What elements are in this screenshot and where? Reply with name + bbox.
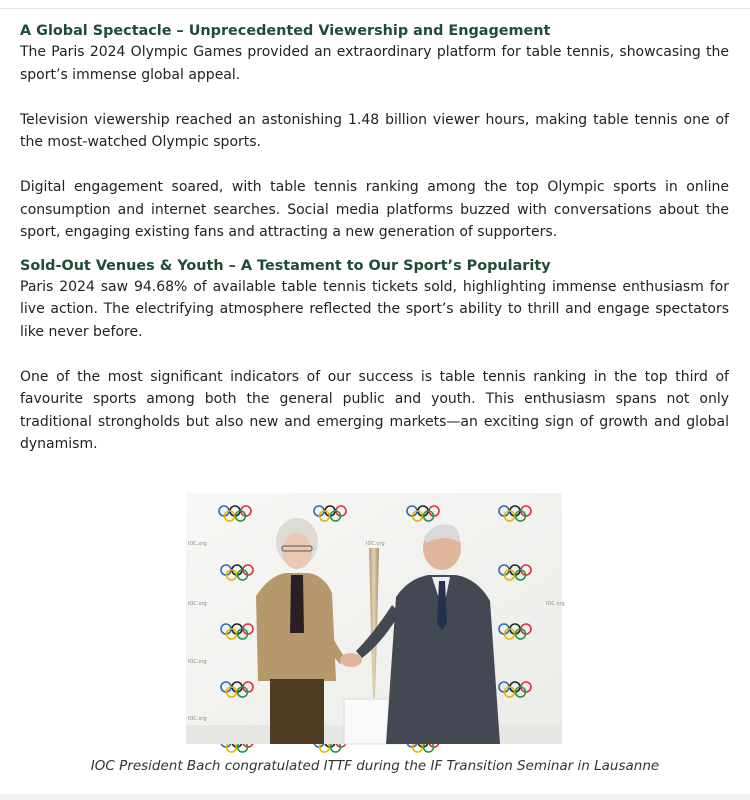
paragraph-viewership: Television viewership reached an astonishing 1.48 billion viewer hours, making table tennis one of the most-watched Olympic sports. — [20, 111, 729, 150]
svg-text:IOC.org: IOC.org — [188, 716, 207, 722]
svg-text:IOC.org: IOC.org — [546, 601, 565, 607]
paragraph-tickets: Paris 2024 saw 94.68% of available table tennis tickets sold, highlighting immense enthusiasm for live action. The electrifying atmosphere reflected the sport’s ability to thrill and engage spectators like never before. — [20, 278, 729, 340]
paragraph-digital-engagement: Digital engagement soared, with table tennis ranking among the top Olympic sports in online consumption and internet searches. Social media platforms buzzed with conversations about the sport, engaging existing fans and attracting a new generation of supporters. — [20, 179, 729, 240]
section-heading-sold-out-venues: Sold-Out Venues & Youth – A Testament to Our Sport’s Popularity — [20, 257, 551, 274]
svg-text:IOC.org: IOC.org — [188, 541, 207, 547]
paragraph-platform: The Paris 2024 Olympic Games provided an extraordinary platform for table tennis, showcasing the sport’s immense global appeal. — [20, 44, 729, 83]
photo-bach-handshake — [186, 493, 565, 744]
svg-text:IOC.org: IOC.org — [188, 601, 207, 607]
article-photo — [186, 493, 565, 744]
bottom-bar — [0, 794, 750, 800]
section-heading-global-spectacle: A Global Spectacle – Unprecedented Viewership and Engagement — [20, 23, 551, 39]
photo-caption: IOC President Bach congratulated ITTF during the IF Transition Seminar in Lausanne — [90, 758, 660, 774]
article-body — [20, 21, 729, 456]
top-divider — [0, 0, 750, 9]
svg-text:IOC.org: IOC.org — [188, 659, 207, 665]
svg-text:IOC.org: IOC.org — [366, 541, 385, 547]
paragraph-popularity: One of the most significant indicators of our success is table tennis ranking in the top third of favourite sports among both the general public and youth. This enthusiasm spans not only traditional strongholds but also new and emerging markets—an exciting sign of growth and global dynamism. — [20, 368, 729, 452]
